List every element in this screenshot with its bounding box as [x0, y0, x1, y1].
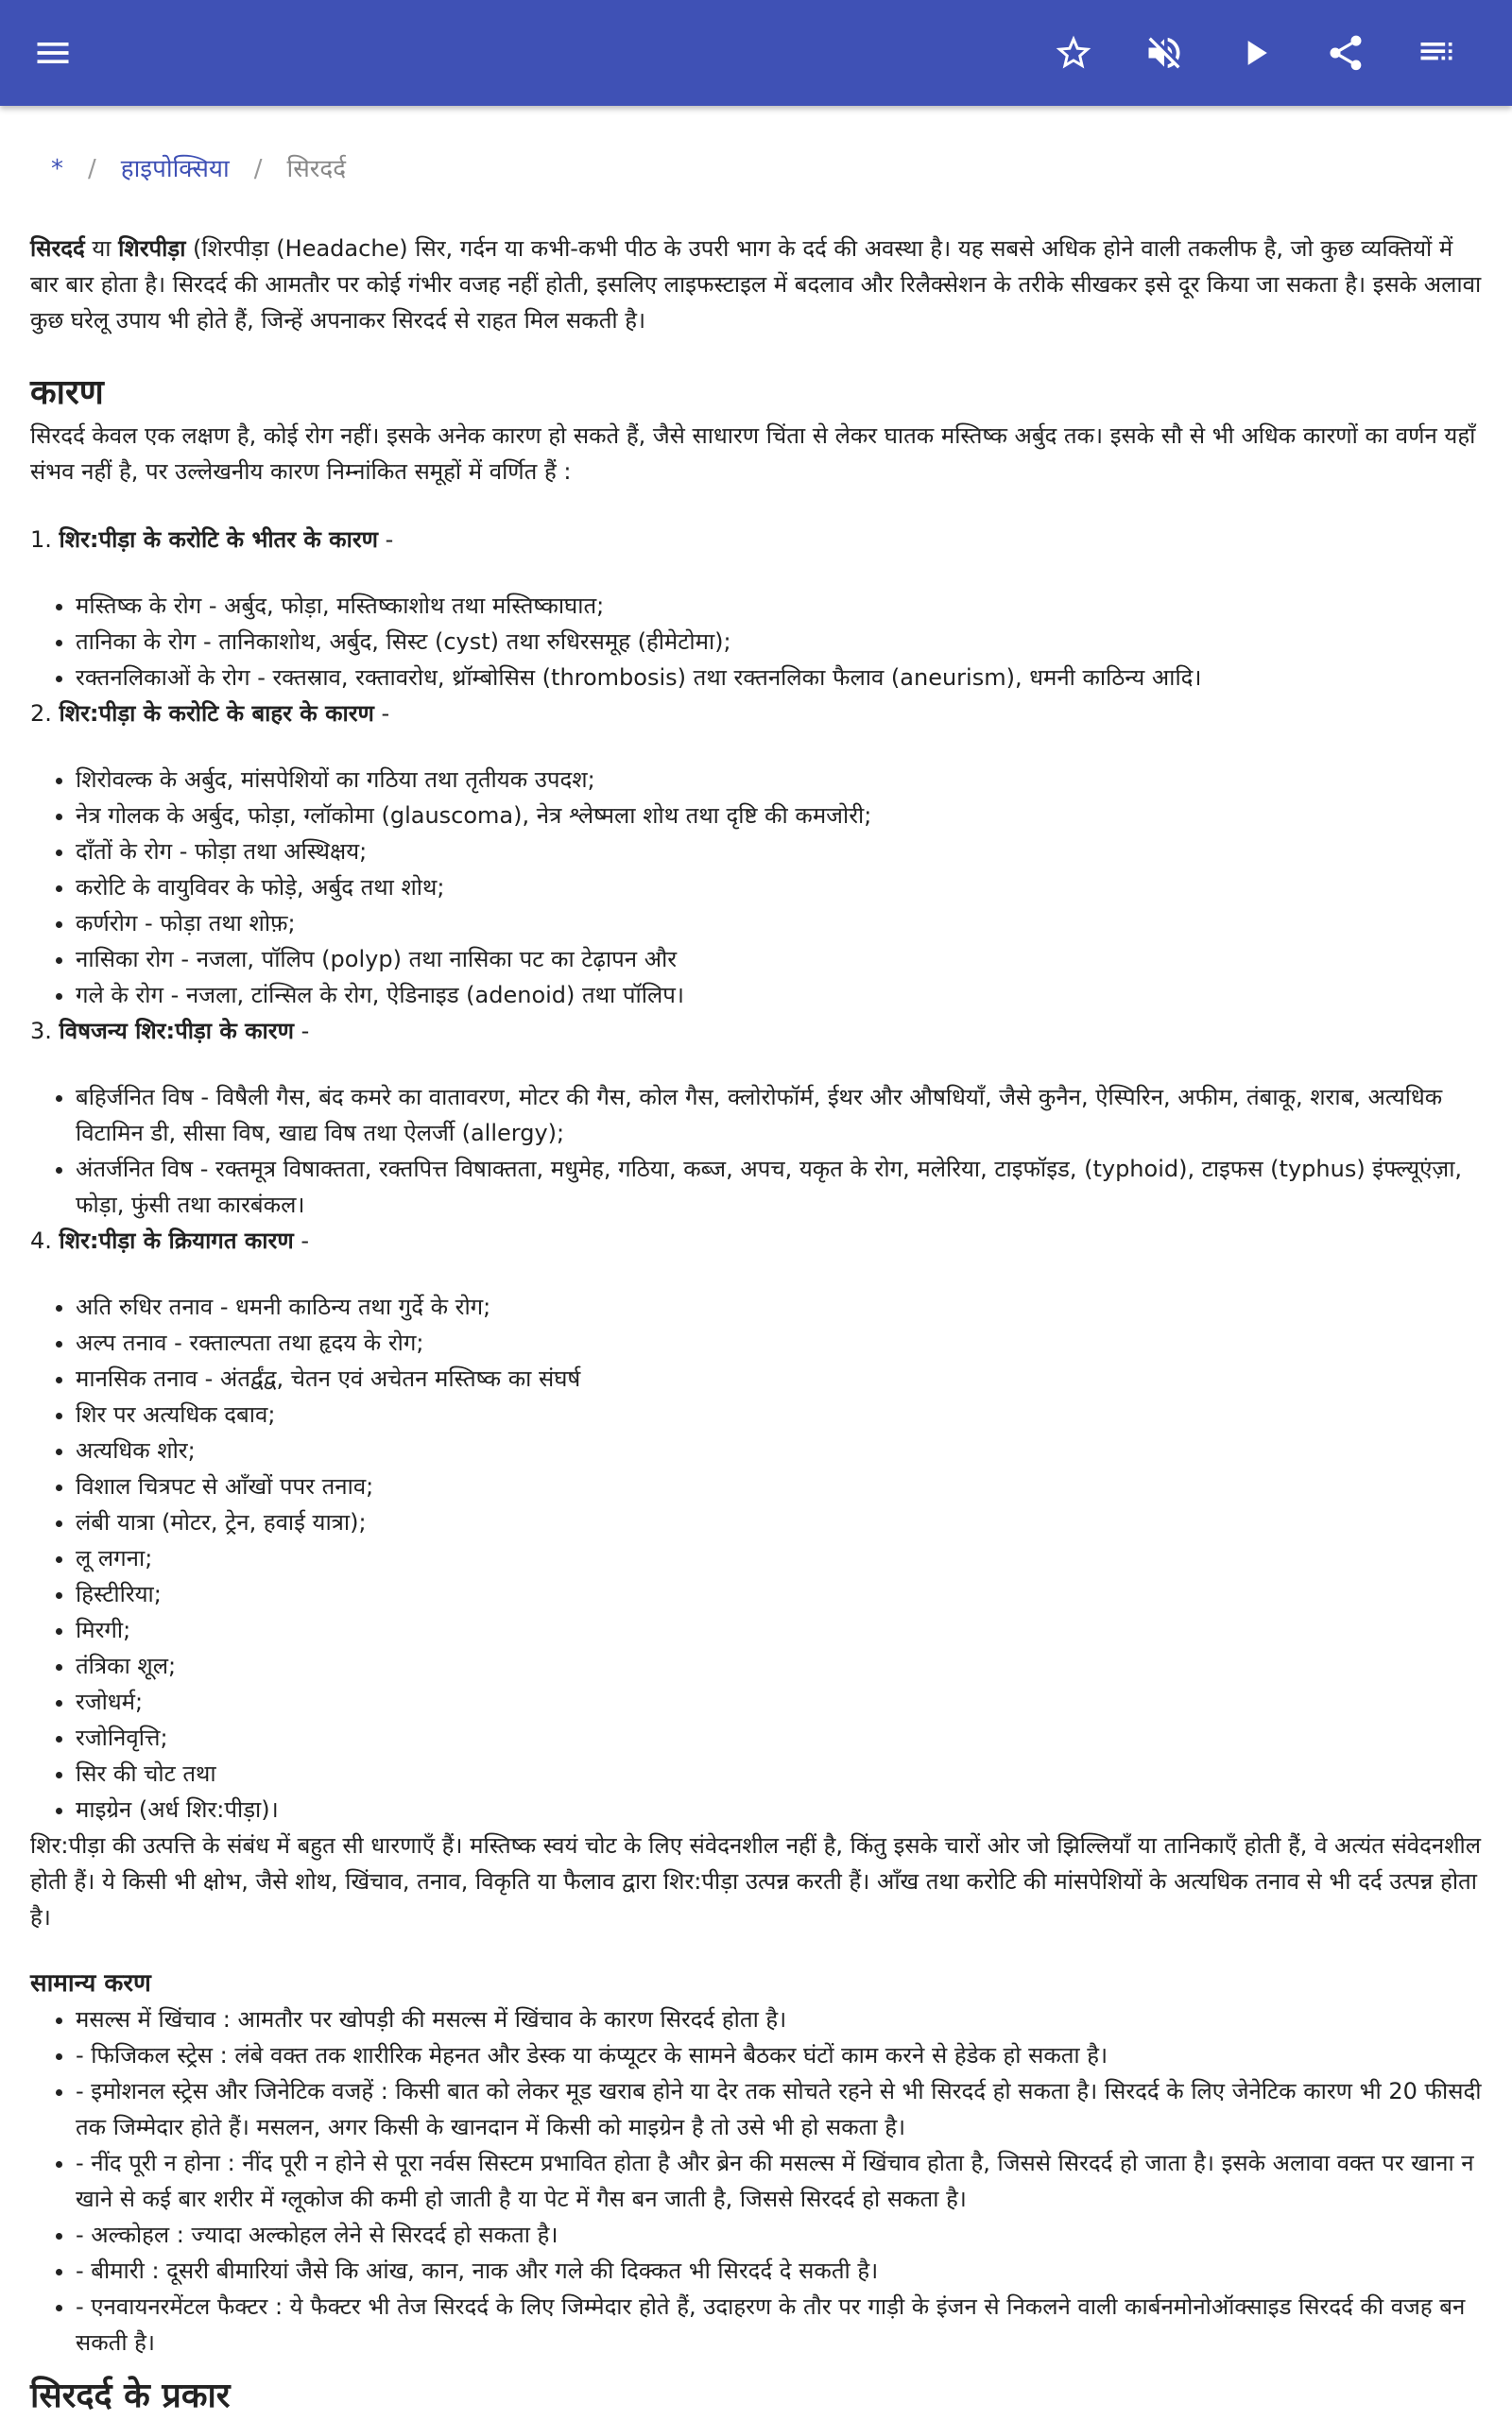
- causes-after-paragraph: शिर:पीड़ा की उत्पत्ति के संबंध में बहुत सी धारणाएँ हैं। मस्तिष्क स्वयं चोट के लिए संवेदनशील नहीं है, किंतु इसके चारों ओर जो झिल्लियाँ या तानिकाएँ होती हैं, वे अत्यंत संवेदनशील होती हैं। ये किसी भी क्षोभ, जैसे शोथ, खिंचाव, तनाव, विकृति या फैलाव द्वारा शिर:पीड़ा उत्पन्न करती हैं। आँख तथा करोटि की मांसपेशियों के अत्यधिक तनाव से भी दर्द उत्पन्न होता है।: [30, 1832, 1482, 1931]
- breadcrumb-current: सिरदर्द: [286, 155, 347, 183]
- contents-button[interactable]: [1408, 25, 1465, 81]
- breadcrumb: [51, 151, 1482, 187]
- cause-group-1: [30, 522, 1482, 558]
- list-item: • - एनवायनरमेंटल फैक्टर : ये फैक्टर भी तेज सिरदर्द के लिए जिम्मेदार होते हैं, उदाहरण के तौर पर गाड़ी के इंजन से निकलने वाली कार्बनमोनोऑक्साइड सिरदर्द की वजह बन सकती है।: [76, 2289, 1482, 2361]
- list-item: • - फिजिकल स्ट्रेस : लंबे वक्त तक शारीरिक मेहनत और डेस्क या कंप्यूटर के सामने बैठकर घंटों काम करने से हेडेक हो सकता है।: [76, 2037, 1482, 2073]
- cause-group-3: [30, 1013, 1482, 1049]
- section-heading-common: सामान्य करण: [30, 1969, 151, 1998]
- menu-button[interactable]: [25, 25, 81, 81]
- list-item: • बहिर्जनित विष - विषैली गैस, बंद कमरे का वातावरण, मोटर की गैस, कोल गैस, क्लोरोफॉर्म, ईथर और औषधियाँ, जैसे कुनैन, ऐस्पिरिन, अफीम, तंबाकू, शराब, अत्यधिक विटामिन डी, सीसा विष, खाद्य विष तथा ऐलर्जी (allergy);: [76, 1079, 1482, 1151]
- list-item: • गले के रोग - नजला, टांन्सिल के रोग, ऐडिनाइड (adenoid) तथा पॉलिप।: [76, 977, 1482, 1013]
- list-item: • लंबी यात्रा (मोटर, ट्रेन, हवाई यात्रा);: [76, 1504, 1482, 1540]
- intro-text: या: [84, 235, 119, 262]
- volume-off-icon: [1143, 32, 1185, 74]
- list-item: • नासिका रोग - नजला, पॉलिप (polyp) तथा नासिका पट का टेढ़ापन और: [76, 941, 1482, 977]
- term-sirdard: सिरदर्द: [30, 235, 85, 262]
- breadcrumb-separator: /: [88, 155, 96, 183]
- cause-group-2: [30, 695, 1482, 731]
- menu-icon: [32, 32, 74, 74]
- list-item: • रक्तनलिकाओं के रोग - रक्तस्राव, रक्तावरोध, थ्रॉम्बोसिस (thrombosis) तथा रक्तनलिका फैलाव (aneurism), धमनी काठिन्य आदि।: [76, 660, 1482, 695]
- list-item: • कर्णरोग - फोड़ा तथा शोफ़;: [76, 905, 1482, 941]
- group-number: 3.: [30, 1018, 60, 1044]
- causes-paragraph: सिरदर्द केवल एक लक्षण है, कोई रोग नहीं। इसके अनेक कारण हो सकते हैं, जैसे साधारण चिंता से लेकर घातक मस्तिष्क अर्बुद तक। इसके सौ से भी अधिक कारणों का वर्णन यहाँ संभव नहीं है, पर उल्लेखनीय कारण निम्नांकित समूहों में वर्णित हैं :: [30, 422, 1476, 485]
- share-icon: [1325, 32, 1366, 74]
- cause-group-4-list: [30, 1289, 1482, 1828]
- common-causes-list: [30, 2001, 1482, 2361]
- intro-text: (शिरपीड़ा (Headache) सिर, गर्दन या कभी-कभी पीठ के उपरी भाग के दर्द की अवस्था है। यह सबसे अधिक होने वाली तकलीफ है, जो कुछ व्यक्तियों में बार बार होता है। सिरदर्द की आमतौर पर कोई गंभीर वजह नहीं होती, इसलिए लाइफस्टाइल में बदलाव और रिलैक्सेशन के तरीके सीखकर इसे दूर किया जा सकता है। इसके अलावा कुछ घरेलू उपाय भी होते हैं, जिन्हें अपनाकर सिरदर्द से राहत मिल सकती है।: [30, 235, 1482, 334]
- list-item: • अत्यधिक शोर;: [76, 1433, 1482, 1468]
- section-heading-types: सिरदर्द के प्रकार: [30, 2377, 231, 2415]
- list-item: • - नींद पूरी न होना : नींद पूरी न होने से पूरा नर्वस सिस्टम प्रभावित होता है और ब्रेन की मसल्स में खिंचाव होता है, जिससे सिरदर्द हो जाता है। इसके अलावा वक्त पर खाना न खाने से कई बार शरीर में ग्लूकोज की कमी हो जाती है या पेट में गैस बन जाती है, जिससे सिरदर्द हो सकता है।: [76, 2145, 1482, 2217]
- list-item: • सिर की चोट तथा: [76, 1756, 1482, 1792]
- section-heading-causes: कारण: [30, 373, 104, 412]
- star-icon: [1053, 32, 1094, 74]
- group-title: विषजन्य शिर:पीड़ा के कारण: [59, 1018, 294, 1044]
- bookmark-button[interactable]: [1045, 25, 1102, 81]
- share-button[interactable]: [1317, 25, 1374, 81]
- cause-group-2-list: [30, 762, 1482, 1013]
- list-item: • लू लगना;: [76, 1540, 1482, 1576]
- list-item: • रजोनिवृत्ति;: [76, 1720, 1482, 1756]
- play-button[interactable]: [1227, 25, 1283, 81]
- list-item: • मिरगी;: [76, 1612, 1482, 1648]
- list-item: • रजोधर्म;: [76, 1684, 1482, 1720]
- list-item: • शिर पर अत्यधिक दबाव;: [76, 1397, 1482, 1433]
- list-item: • तंत्रिका शूल;: [76, 1648, 1482, 1684]
- group-suffix: -: [293, 1018, 310, 1044]
- list-item: • विशाल चित्रपट से आँखों पपर तनाव;: [76, 1468, 1482, 1504]
- list-item: • अंतर्जनित विष - रक्तमूत्र विषाक्तता, रक्तपित्त विषाक्तता, मधुमेह, गठिया, कब्ज, अपच, यकृत के रोग, मलेरिया, टाइफॉइड, (typhoid), टाइफस (typhus) इंफ्ल्यूएंज़ा, फोड़ा, फुंसी तथा कारबंकल।: [76, 1151, 1482, 1223]
- group-suffix: -: [293, 1228, 309, 1254]
- list-item: • - इमोशनल स्ट्रेस और जिनेटिक वजहें : किसी बात को लेकर मूड खराब होने या देर तक सोचते रहने से भी सिरदर्द हो सकता है। सिरदर्द के लिए जेनेटिक कारण भी 20 फीसदी तक जिम्मेदार होते हैं। मसलन, अगर किसी के खानदान में किसी को माइग्रेन है तो उसे भी हो सकता है।: [76, 2073, 1482, 2145]
- group-number: 2.: [30, 700, 60, 727]
- list-item: • दाँतों के रोग - फोड़ा तथा अस्थिक्षय;: [76, 833, 1482, 869]
- list-item: • हिस्टीरिया;: [76, 1576, 1482, 1612]
- breadcrumb-home-link[interactable]: *: [51, 155, 63, 183]
- cause-group-1-list: [30, 588, 1482, 695]
- group-number: 1.: [30, 526, 60, 553]
- playlist-icon: [1416, 32, 1457, 74]
- list-item: • - अल्कोहल : ज्यादा अल्कोहल लेने से सिरदर्द हो सकता है।: [76, 2217, 1482, 2253]
- list-item: • करोटि के वायुविवर के फोड़े, अर्बुद तथा शोथ;: [76, 869, 1482, 905]
- term-shirpeeda: शिरपीड़ा: [118, 235, 186, 262]
- breadcrumb-parent-link[interactable]: हाइपोक्सिया: [120, 155, 230, 183]
- list-item: • मसल्स में खिंचाव : आमतौर पर खोपड़ी की मसल्स में खिंचाव के कारण सिरदर्द होता है।: [76, 2001, 1482, 2037]
- article: [30, 151, 1482, 2421]
- group-title: शिर:पीड़ा के क्रियागत कारण: [59, 1228, 294, 1254]
- list-item: • माइग्रेन (अर्ध शिर:पीड़ा)।: [76, 1792, 1482, 1828]
- breadcrumb-separator: /: [253, 155, 263, 183]
- intro-paragraph: [30, 231, 1482, 338]
- cause-group-3-list: [30, 1079, 1482, 1223]
- list-item: • नेत्र गोलक के अर्बुद, फोड़ा, ग्लॉकोमा (glauscoma), नेत्र श्लेष्मला शोथ तथा दृष्टि की कमजोरी;: [76, 798, 1482, 833]
- list-item: • तानिका के रोग - तानिकाशोथ, अर्बुद, सिस्ट (cyst) तथा रुधिरसमूह (हीमेटोमा);: [76, 624, 1482, 660]
- group-title: शिर:पीड़ा के करोटि के भीतर के कारण: [59, 526, 378, 553]
- play-icon: [1234, 32, 1276, 74]
- mute-button[interactable]: [1136, 25, 1193, 81]
- list-item: • - बीमारी : दूसरी बीमारियां जैसे कि आंख, कान, नाक और गले की दिक्कत भी सिरदर्द दे सकती है।: [76, 2253, 1482, 2289]
- group-title: शिर:पीड़ा के करोटि के बाहर के कारण: [59, 700, 374, 727]
- app-toolbar: [0, 0, 1512, 106]
- list-item: • अल्प तनाव - रक्ताल्पता तथा हृदय के रोग;: [76, 1325, 1482, 1361]
- group-number: 4.: [30, 1228, 60, 1254]
- group-suffix: -: [373, 700, 390, 727]
- group-suffix: -: [378, 526, 394, 553]
- list-item: • अति रुधिर तनाव - धमनी काठिन्य तथा गुर्दे के रोग;: [76, 1289, 1482, 1325]
- list-item: • मानसिक तनाव - अंतर्द्वंद्व, चेतन एवं अचेतन मस्तिष्क का संघर्ष: [76, 1361, 1482, 1397]
- cause-group-4: [30, 1223, 1482, 1259]
- list-item: • शिरोवल्क के अर्बुद, मांसपेशियों का गठिया तथा तृतीयक उपदश;: [76, 762, 1482, 798]
- list-item: • मस्तिष्क के रोग - अर्बुद, फोड़ा, मस्तिष्काशोथ तथा मस्तिष्काघात;: [76, 588, 1482, 624]
